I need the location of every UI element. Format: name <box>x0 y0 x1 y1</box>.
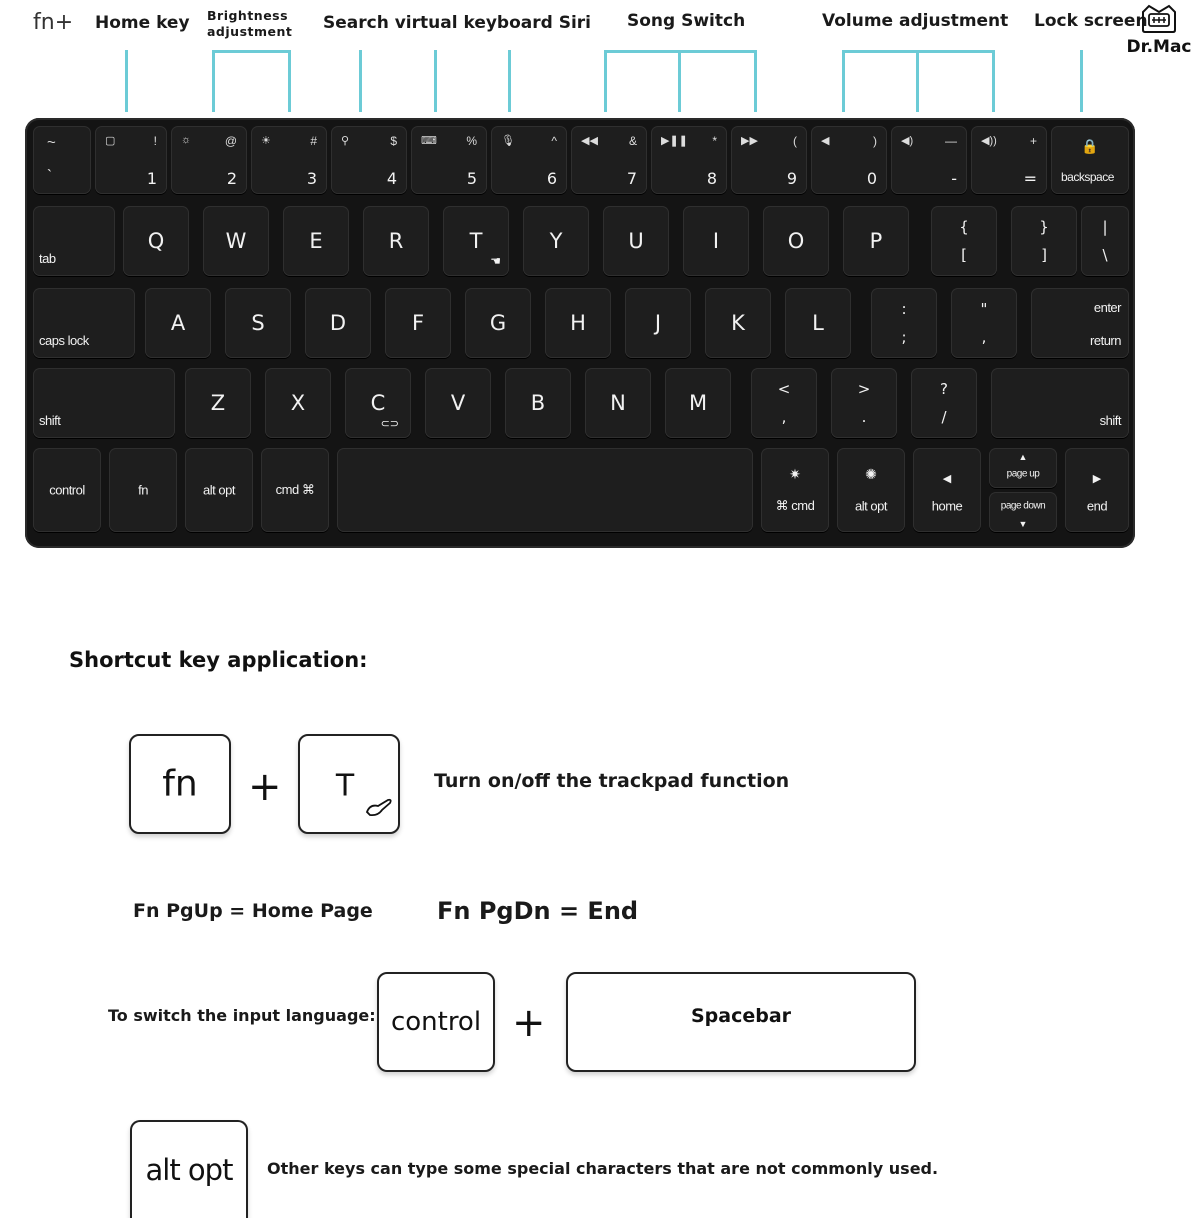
key-1[interactable] <box>95 126 167 194</box>
key-3[interactable] <box>251 126 327 194</box>
key-cmd-left-label: cmd ⌘ <box>275 482 315 497</box>
key-d[interactable] <box>305 288 371 358</box>
arrow-up-icon: ▲ <box>1018 452 1028 462</box>
key-w-label: W <box>225 229 247 253</box>
key-f[interactable] <box>385 288 451 358</box>
key-page-down[interactable] <box>989 492 1057 532</box>
key-bracket-left[interactable] <box>931 206 997 276</box>
key-2-num: 2 <box>226 169 237 188</box>
trackpad-hand-icon: ☚ <box>490 254 501 268</box>
key-8[interactable] <box>651 126 727 194</box>
key-1-sym: ! <box>153 134 157 148</box>
arrow-left-icon: ◀ <box>942 473 952 485</box>
key-backslash-bot: \ <box>1102 246 1108 264</box>
key-m[interactable] <box>665 368 731 438</box>
next-track-icon: ▶▶ <box>741 135 758 147</box>
key-5[interactable] <box>411 126 487 194</box>
arrow-right-icon: ▶ <box>1092 473 1102 485</box>
arrow-down-icon: ▼ <box>1018 519 1028 529</box>
key-0-num: 0 <box>866 169 877 188</box>
key-quote[interactable] <box>951 288 1017 358</box>
key-page-down-label: page down <box>1000 500 1046 512</box>
key-h[interactable] <box>545 288 611 358</box>
key-p-label: P <box>869 229 883 253</box>
trackpad-desc: Turn on/off the trackpad function <box>434 770 790 792</box>
lead-search <box>359 50 362 112</box>
key-6-num: 6 <box>546 169 557 188</box>
key-spacebar[interactable] <box>337 448 753 532</box>
key-x[interactable] <box>265 368 331 438</box>
key-tilde-bot: ` <box>47 167 52 184</box>
mute-icon: ◀ <box>821 135 830 147</box>
plus-sign-2: + <box>512 1000 546 1046</box>
lead-song-3 <box>754 50 757 112</box>
key-4-num: 4 <box>386 169 397 188</box>
key-backslash[interactable] <box>1081 206 1129 276</box>
link-icon: ⊂⊃ <box>380 418 399 430</box>
search-icon: ⚲ <box>341 135 350 147</box>
brightness-label-line2: adjustment <box>207 24 293 39</box>
key-slash-top: ? <box>940 380 948 398</box>
key-backslash-top: | <box>1102 218 1108 236</box>
pgdn-desc: Fn PgDn = End <box>437 897 639 925</box>
lang-desc: To switch the input language: <box>108 1006 376 1025</box>
key-end-label: end <box>1086 498 1108 514</box>
lead-song-1 <box>604 50 607 112</box>
key-h-label: H <box>570 311 586 335</box>
key-3-num: 3 <box>306 169 317 188</box>
key-comma[interactable] <box>751 368 817 438</box>
key-enter-top: enter <box>1093 300 1121 315</box>
home-square-icon: ▢ <box>105 135 116 147</box>
lock-icon: 🔒 <box>1081 138 1099 154</box>
key-0-sym: ) <box>873 134 877 148</box>
key-8-sym: * <box>712 134 717 148</box>
key-c-label: C <box>370 391 386 415</box>
key-o-label: O <box>787 229 805 253</box>
shortcut-title: Shortcut key application: <box>69 648 368 672</box>
lead-vol-3 <box>992 50 995 112</box>
key-z-label: Z <box>210 391 226 415</box>
brightness-label-line1: Brightness <box>207 8 289 23</box>
key-tab[interactable] <box>33 206 115 276</box>
key-alt-right[interactable] <box>837 448 905 532</box>
home-key-label: Home key <box>95 13 190 33</box>
key-a[interactable] <box>145 288 211 358</box>
trackpad-hand-icon <box>364 796 394 818</box>
key-j[interactable] <box>625 288 691 358</box>
key-4[interactable] <box>331 126 407 194</box>
key-shift-right-label: shift <box>1099 413 1121 428</box>
key-y-label: Y <box>549 229 563 253</box>
key-l-label: L <box>812 311 824 335</box>
key-home[interactable] <box>913 448 981 532</box>
key-semicolon-top: : <box>901 300 907 318</box>
key-quote-bot: , <box>981 328 987 346</box>
key-o[interactable] <box>763 206 829 276</box>
key-r-label: R <box>388 229 404 253</box>
brightness-down-icon: ☼ <box>181 134 192 146</box>
key-bracket-right[interactable] <box>1011 206 1077 276</box>
lead-bright-1 <box>212 50 215 112</box>
pgup-desc: Fn PgUp = Home Page <box>133 900 373 922</box>
key-5-sym: % <box>466 134 477 148</box>
key-k[interactable] <box>705 288 771 358</box>
key-tilde-top: ~ <box>47 134 56 151</box>
key-s-label: S <box>251 311 265 335</box>
lead-siri <box>508 50 511 112</box>
key-4-sym: $ <box>390 134 397 148</box>
key-bracket-right-top: } <box>1039 218 1049 236</box>
key-0[interactable] <box>811 126 887 194</box>
lead-bright-bar <box>212 50 291 53</box>
shortcut-key-spacebar <box>566 972 916 1072</box>
key-b[interactable] <box>505 368 571 438</box>
key-end[interactable] <box>1065 448 1129 532</box>
shortcut-key-spacebar-label: Spacebar <box>690 1005 792 1027</box>
key-n[interactable] <box>585 368 651 438</box>
key-fn-label: fn <box>138 482 148 498</box>
key-m-label: M <box>688 391 708 415</box>
key-bracket-left-bot: [ <box>961 246 967 264</box>
key-n-label: N <box>610 391 626 415</box>
key-shift-right[interactable] <box>991 368 1129 438</box>
keyboard-crown-icon <box>1137 4 1181 34</box>
key-7-sym: & <box>628 134 637 148</box>
key-period[interactable] <box>831 368 897 438</box>
key-comma-top: < <box>777 380 791 398</box>
key-6-sym: ^ <box>551 134 557 148</box>
key-9-num: 9 <box>786 169 797 188</box>
key-backspace-label: backspace <box>1061 170 1114 184</box>
key-t[interactable] <box>443 206 509 276</box>
key-alt-left[interactable] <box>185 448 253 532</box>
key-9-sym: ( <box>793 134 797 148</box>
key-1-num: 1 <box>146 169 157 188</box>
key-b-label: B <box>530 391 546 415</box>
key-a-label: A <box>170 311 186 335</box>
key-caps-lock[interactable] <box>33 288 135 358</box>
key-k-label: K <box>731 311 745 335</box>
song-switch-label: Song Switch <box>627 11 746 31</box>
shortcut-key-t-label: T <box>335 768 355 804</box>
key-slash-bot: / <box>941 408 947 426</box>
key-shift-left[interactable] <box>33 368 175 438</box>
plus-sign-1: + <box>248 764 282 810</box>
key-f-label: F <box>411 311 425 335</box>
key-y[interactable] <box>523 206 589 276</box>
lead-lock <box>1080 50 1083 112</box>
key-u-label: U <box>628 229 644 253</box>
shortcut-key-fn-label: fn <box>162 763 198 805</box>
key-comma-bot: , <box>781 408 787 426</box>
key-q-label: Q <box>147 229 165 253</box>
key-9[interactable] <box>731 126 807 194</box>
key-x-label: X <box>290 391 306 415</box>
shortcut-key-alt <box>130 1120 248 1218</box>
key-e[interactable] <box>283 206 349 276</box>
key-g-label: G <box>489 311 507 335</box>
key-i[interactable] <box>683 206 749 276</box>
key-g[interactable] <box>465 288 531 358</box>
lead-bright-2 <box>288 50 291 112</box>
key-page-up-label: page up <box>1006 468 1040 480</box>
key-cmd-left[interactable] <box>261 448 329 532</box>
volume-down-icon: ◀) <box>901 135 914 147</box>
key-backspace[interactable] <box>1051 126 1129 194</box>
key-e-label: E <box>309 229 323 253</box>
volume-up-icon: ◀)) <box>981 135 997 147</box>
key-control-label: control <box>49 482 85 498</box>
key-d-label: D <box>329 311 347 335</box>
key-tab-label: tab <box>39 251 56 266</box>
key-j-label: J <box>654 311 662 335</box>
brand-logo <box>1120 4 1198 57</box>
virtual-keyboard-icon: ⌨ <box>421 135 437 147</box>
previous-track-icon: ◀◀ <box>581 135 598 147</box>
shortcut-key-alt-label: alt opt <box>145 1153 233 1187</box>
key-period-top: > <box>857 380 871 398</box>
key-2[interactable] <box>171 126 247 194</box>
key-equals[interactable] <box>971 126 1047 194</box>
key-enter-bot: return <box>1090 333 1121 348</box>
key-7-num: 7 <box>626 169 637 188</box>
key-alt-right-label: alt opt <box>855 498 887 514</box>
lead-keyboard <box>434 50 437 112</box>
key-bracket-right-bot: ] <box>1041 246 1047 264</box>
key-v-label: V <box>450 391 466 415</box>
key-8-num: 8 <box>706 169 717 188</box>
shortcut-key-control <box>377 972 495 1072</box>
key-7[interactable] <box>571 126 647 194</box>
key-equals-num: = <box>1023 169 1037 188</box>
shortcut-key-t <box>298 734 400 834</box>
key-z[interactable] <box>185 368 251 438</box>
key-fn[interactable] <box>109 448 177 532</box>
key-v[interactable] <box>425 368 491 438</box>
brightness-up-icon: ☀ <box>261 135 271 147</box>
key-l[interactable] <box>785 288 851 358</box>
lead-vol-2 <box>916 50 919 112</box>
key-cmd-right-label: ⌘ cmd <box>775 498 815 513</box>
lead-home <box>125 50 128 112</box>
shortcut-key-control-label: control <box>390 1007 482 1037</box>
key-minus-sym: — <box>945 134 957 148</box>
key-semicolon[interactable] <box>871 288 937 358</box>
key-c[interactable] <box>345 368 411 438</box>
key-tilde[interactable] <box>33 126 91 194</box>
backlight-bright-icon: ✺ <box>865 466 877 482</box>
key-minus[interactable] <box>891 126 967 194</box>
alt-desc: Other keys can type some special characters that are not commonly used. <box>267 1159 939 1178</box>
key-2-sym: @ <box>224 134 237 148</box>
search-siri-label: Search virtual keyboard Siri <box>323 13 591 33</box>
key-home-label: home <box>931 498 963 514</box>
key-semicolon-bot: ; <box>901 328 907 346</box>
key-s[interactable] <box>225 288 291 358</box>
lead-song-2 <box>678 50 681 112</box>
key-p[interactable] <box>843 206 909 276</box>
key-slash[interactable] <box>911 368 977 438</box>
key-shift-left-label: shift <box>39 413 61 428</box>
brand-name: Dr.Mac <box>1126 37 1192 57</box>
key-quote-top: " <box>980 300 988 318</box>
key-6[interactable] <box>491 126 567 194</box>
brightness-label <box>207 8 292 40</box>
lock-screen-label: Lock screen <box>1034 11 1148 31</box>
key-r[interactable] <box>363 206 429 276</box>
key-control[interactable] <box>33 448 101 532</box>
key-alt-left-label: alt opt <box>203 482 235 498</box>
key-enter[interactable] <box>1031 288 1129 358</box>
key-page-up[interactable] <box>989 448 1057 488</box>
key-3-sym: # <box>310 134 317 148</box>
key-5-num: 5 <box>466 169 477 188</box>
key-caps-label: caps lock <box>39 333 89 348</box>
key-i-label: I <box>712 229 720 253</box>
shortcut-key-fn <box>129 734 231 834</box>
key-bracket-left-top: { <box>959 218 969 236</box>
backlight-icon: ✷ <box>789 466 801 482</box>
key-cmd-right[interactable] <box>761 448 829 532</box>
key-u[interactable] <box>603 206 669 276</box>
lead-vol-1 <box>842 50 845 112</box>
key-t-label: T <box>469 229 483 253</box>
microphone-icon: 🎙 <box>501 135 515 147</box>
key-minus-num: - <box>951 169 957 188</box>
fn-prefix-label: fn+ <box>33 10 74 35</box>
key-period-bot: . <box>861 408 867 426</box>
key-w[interactable] <box>203 206 269 276</box>
volume-label: Volume adjustment <box>822 11 1009 31</box>
key-equals-sym: + <box>1029 134 1037 148</box>
key-q[interactable] <box>123 206 189 276</box>
play-pause-icon: ▶❚❚ <box>661 135 688 147</box>
